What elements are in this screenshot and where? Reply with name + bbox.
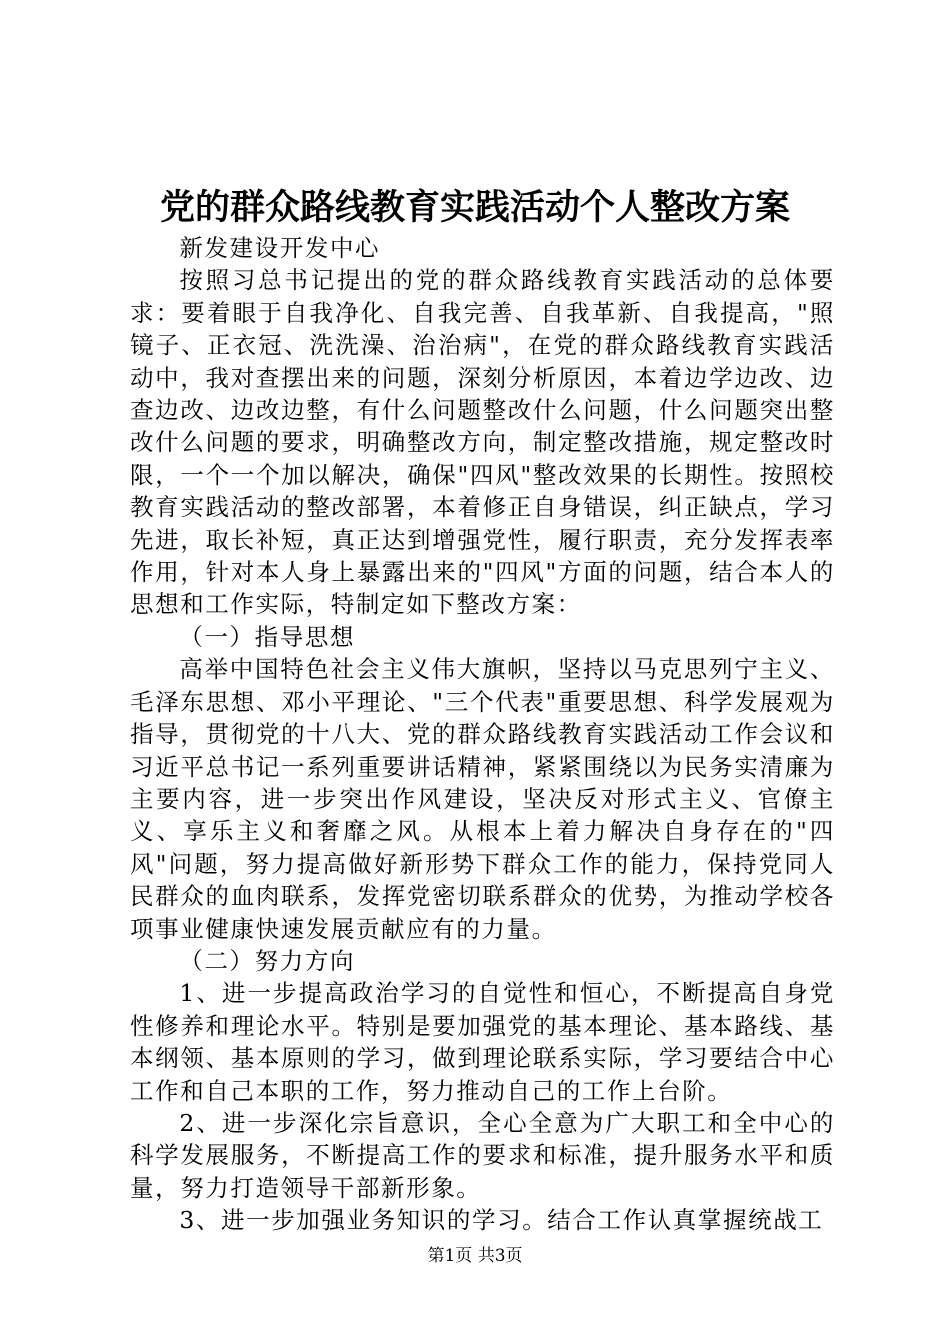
page-number-footer: 第1页 共3页 <box>427 1246 523 1266</box>
section-heading-direction: （二）努力方向 <box>179 946 356 975</box>
document-body <box>130 232 835 1237</box>
organization-name: 新发建设开发中心 <box>179 234 381 262</box>
direction-item-2: 2、进一步深化宗旨意识，全心全意为广大职工和全中心的科学发展服务，不断提高工作的要求和标准，提升服务水平和质量，努力打造领导干部新形象。 <box>130 1108 835 1202</box>
intro-paragraph: 按照习总书记提出的党的群众路线教育实践活动的总体要求：要着眼于自我净化、自我完善、自我革新、自我提高，"照镜子、正衣冠、洗洗澡、治治病"，在党的群众路线教育实践活动中，我对查摆出来的问题，深刻分析原因，本着边学边改、边查边改、边改边整，有什么问题整改什么问题，什么问题突出整改什么问题的要求，明确整改方向，制定整改措施，规定整改时限，一个一个加以解决，确保"四风"整改效果的长期性。按照校教育实践活动的整改部署，本着修正自身错误，纠正缺点，学习先进，取长补短，真正达到增强党性，履行职责，充分发挥表率作用，针对本人身上暴露出来的"四风"方面的问题，结合本人的思想和工作实际，特制定如下整改方案： <box>130 266 835 619</box>
direction-item-3: 3、进一步加强业务知识的学习。结合工作认真掌握统战工 <box>179 1206 824 1235</box>
section-heading-guiding-ideology: （一）指导思想 <box>179 622 356 651</box>
direction-item-1: 1、进一步提高政治学习的自觉性和恒心，不断提高自身党性修养和理论水平。特别是要加强党的基本理论、基本路线、基本纲领、基本原则的学习，做到理论联系实际，学习要结合中心工作和自己本职的工作，努力推动自己的工作上台阶。 <box>130 979 835 1105</box>
document-title: 党的群众路线教育实践活动个人整改方案 <box>159 187 790 228</box>
guiding-ideology-paragraph: 高举中国特色社会主义伟大旗帜，坚持以马克思列宁主义、毛泽东思想、邓小平理论、"三个代表"重要思想、科学发展观为指导，贯彻党的十八大、党的群众路线教育实践活动工作会议和习近平总书记一系列重要讲话精神，紧紧围绕以为民务实清廉为主要内容，进一步突出作风建设，坚决反对形式主义、官僚主义、享乐主义和奢靡之风。从根本上着力解决自身存在的"四风"问题，努力提高做好新形势下群众工作的能力，保持党同人民群众的血肉联系，发挥党密切联系群众的优势，为推动学校各项事业健康快速发展贡献应有的力量。 <box>130 655 835 943</box>
